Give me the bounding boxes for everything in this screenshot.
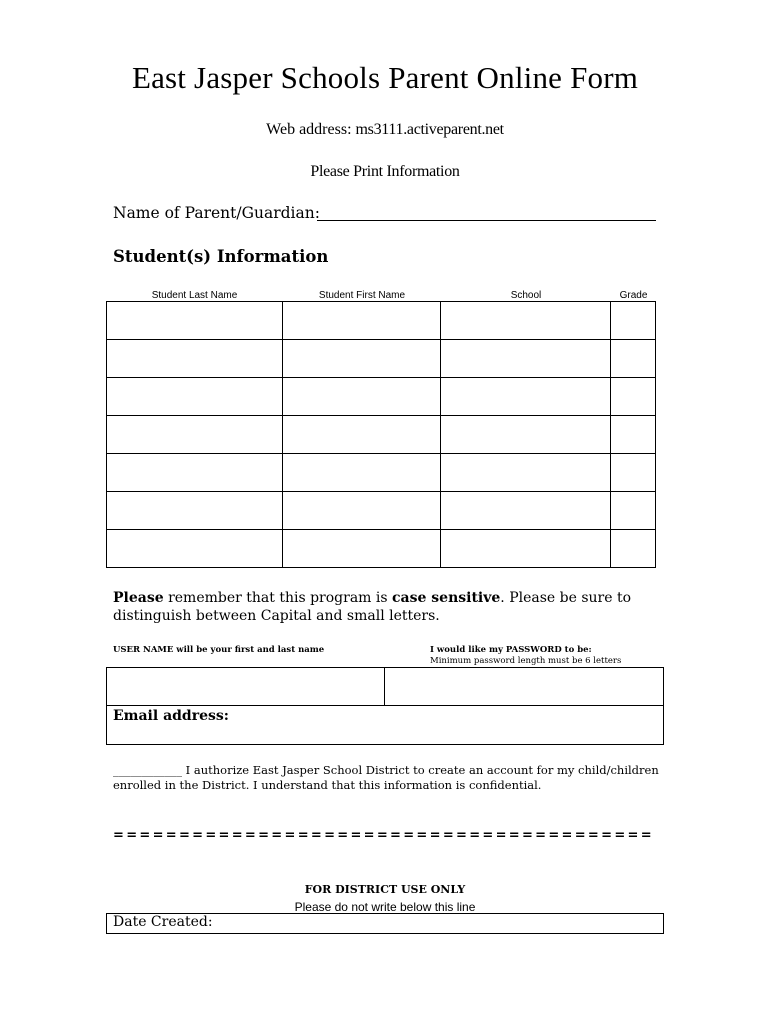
authorization-initial-blank[interactable]: ____________ [113, 763, 182, 777]
student-school-cell[interactable] [441, 530, 611, 568]
case-sensitive-note [113, 589, 673, 625]
student-grade-cell[interactable] [611, 416, 656, 454]
credentials-divider [384, 667, 385, 706]
student-first-name-cell[interactable] [283, 492, 441, 530]
username-field[interactable] [107, 668, 384, 705]
student-first-name-cell[interactable] [283, 378, 441, 416]
email-label: Email address: [113, 708, 229, 724]
form-title: East Jasper Schools Parent Online Form [131, 60, 639, 95]
separator-line: ========================================= [113, 828, 654, 843]
do-not-write-note: Please do not write below this line [294, 900, 476, 914]
student-last-name-cell[interactable] [107, 302, 283, 340]
student-first-name-cell[interactable] [283, 454, 441, 492]
student-first-name-cell[interactable] [283, 302, 441, 340]
student-first-name-cell[interactable] [283, 416, 441, 454]
student-row [107, 454, 656, 492]
authorization-text: I authorize East Jasper School District to create an account for my child/children enrolled in the District. I understand that this information is confidential. [113, 763, 659, 792]
student-school-cell[interactable] [441, 378, 611, 416]
column-header-grade: Grade [619, 290, 648, 301]
student-school-cell[interactable] [441, 340, 611, 378]
web-address-label: Web address: [266, 121, 356, 138]
note-case-sensitive: case sensitive [392, 590, 501, 606]
student-first-name-cell[interactable] [283, 530, 441, 568]
student-row [107, 340, 656, 378]
column-header-school: School [510, 290, 542, 301]
student-grade-cell[interactable] [611, 340, 656, 378]
email-field[interactable] [230, 706, 662, 743]
student-grade-cell[interactable] [611, 530, 656, 568]
student-school-cell[interactable] [441, 302, 611, 340]
column-header-last-name: Student Last Name [151, 290, 238, 301]
student-last-name-cell[interactable] [107, 340, 283, 378]
column-header-first-name: Student First Name [318, 290, 406, 301]
student-school-cell[interactable] [441, 492, 611, 530]
student-row [107, 492, 656, 530]
web-address [0, 121, 770, 139]
student-last-name-cell[interactable] [107, 378, 283, 416]
note-please: Please [113, 590, 164, 606]
student-first-name-cell[interactable] [283, 340, 441, 378]
password-field[interactable] [385, 668, 662, 705]
note-text-2: . Please be sure to distinguish between Capital and small letters. [113, 590, 632, 624]
note-text-1: remember that this program is [163, 590, 393, 606]
student-row [107, 530, 656, 568]
student-last-name-cell[interactable] [107, 454, 283, 492]
authorization-statement [113, 763, 673, 793]
student-school-cell[interactable] [441, 454, 611, 492]
student-grade-cell[interactable] [611, 492, 656, 530]
student-grade-cell[interactable] [611, 454, 656, 492]
student-last-name-cell[interactable] [107, 530, 283, 568]
parent-name-label: Name of Parent/Guardian: [113, 204, 320, 222]
print-instruction: Please Print Information [310, 163, 460, 180]
password-label: I would like my PASSWORD to be: [430, 645, 592, 655]
students-table [106, 301, 656, 568]
student-last-name-cell[interactable] [107, 416, 283, 454]
password-requirement: Minimum password length must be 6 letters [430, 656, 622, 666]
web-address-url[interactable]: ms3111.activeparent.net [355, 121, 504, 138]
username-label: USER NAME will be your first and last name [113, 645, 325, 655]
district-use-heading: FOR DISTRICT USE ONLY [304, 883, 466, 896]
student-row [107, 416, 656, 454]
parent-name-field[interactable] [317, 220, 656, 221]
students-heading: Student(s) Information [113, 247, 329, 266]
student-grade-cell[interactable] [611, 302, 656, 340]
student-school-cell[interactable] [441, 416, 611, 454]
student-last-name-cell[interactable] [107, 492, 283, 530]
student-row [107, 378, 656, 416]
student-grade-cell[interactable] [611, 378, 656, 416]
date-created-label: Date Created: [113, 914, 213, 930]
student-row [107, 302, 656, 340]
